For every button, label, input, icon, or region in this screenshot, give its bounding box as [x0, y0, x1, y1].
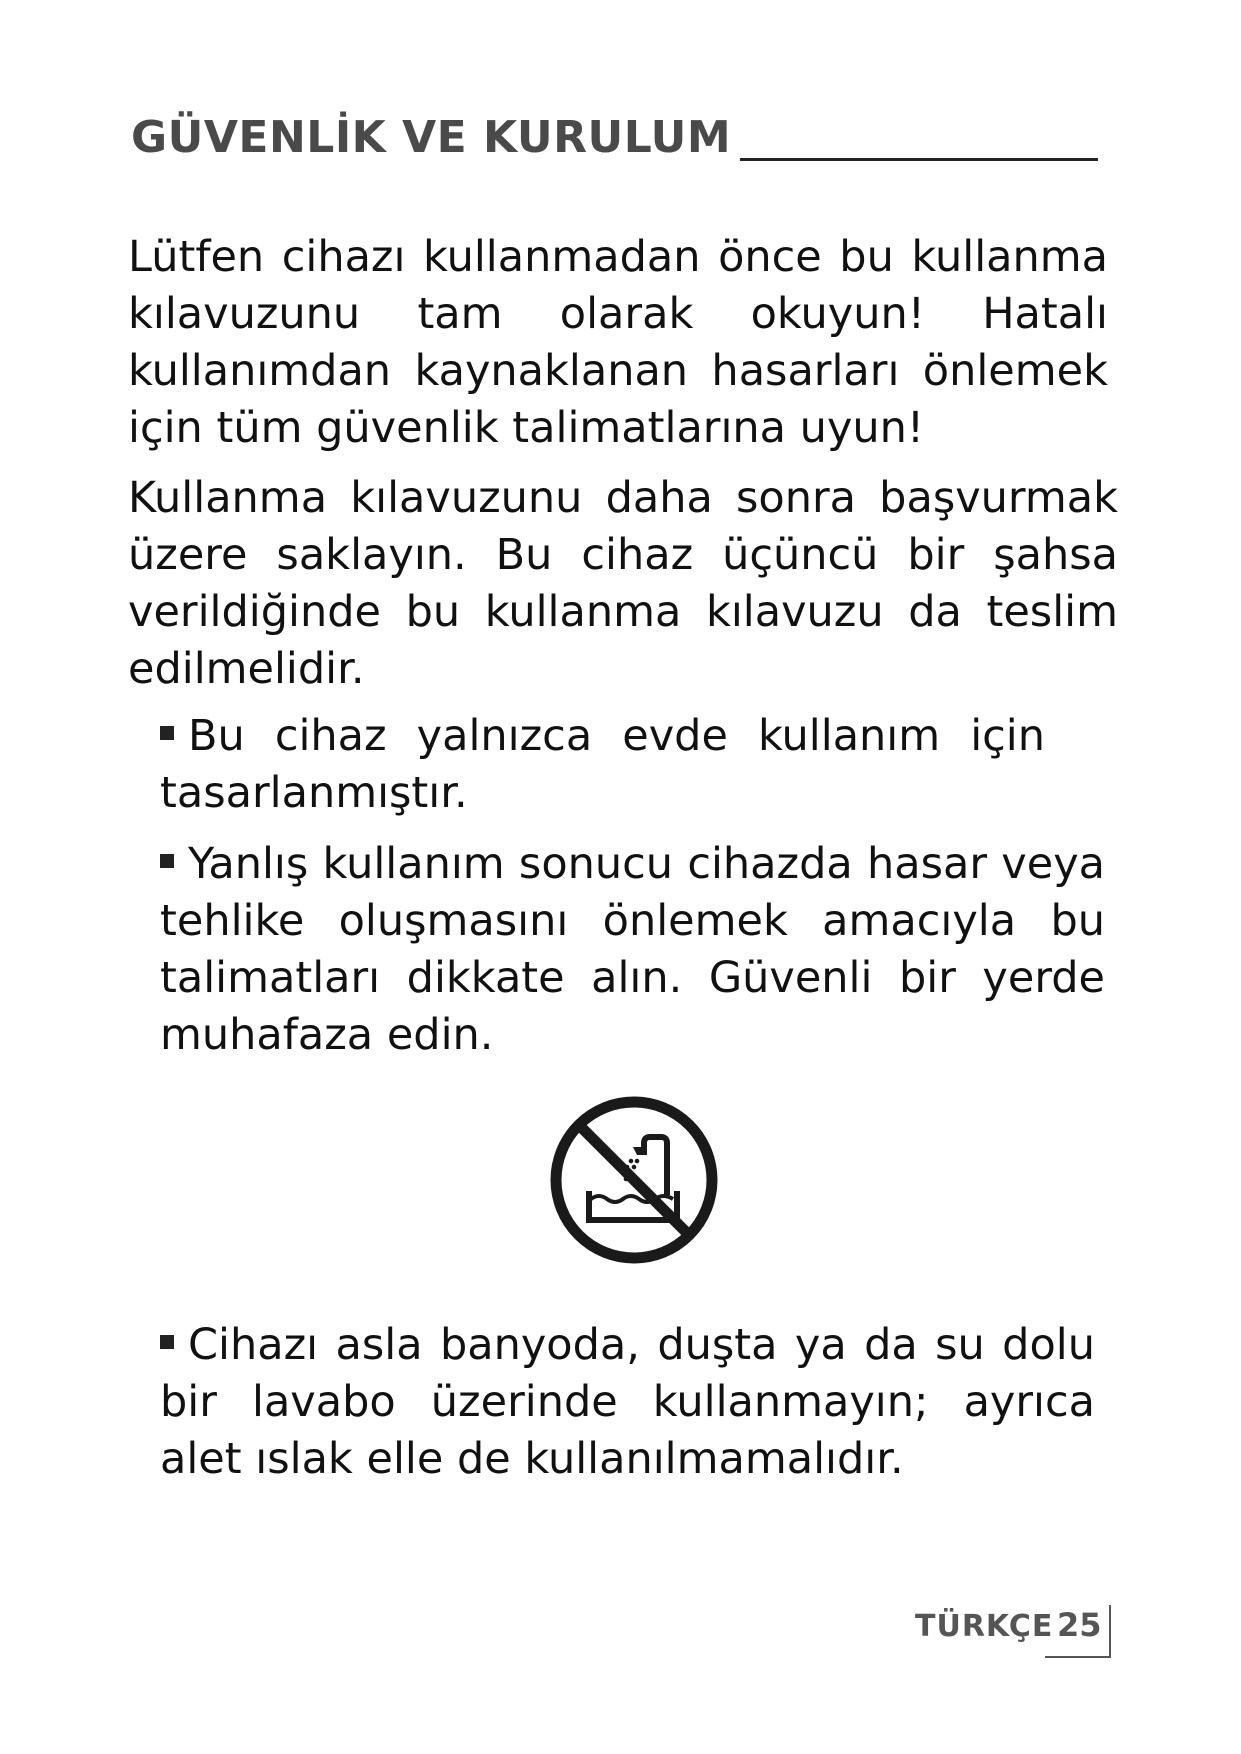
list-item-text: Cihazı asla banyoda, duşta ya da su dolu bir lavabo üzerinde kullanmayın; ayrıca alet ıslak elle de kullanılmamalıdır.: [160, 1320, 1095, 1484]
heading-rule: [740, 158, 1098, 161]
list-item-text: Bu cihaz yalnızca evde kullanım için tasarlanmıştır.: [160, 711, 1045, 818]
no-bathtub-shower-icon: [549, 1095, 719, 1265]
section-header: [131, 112, 1098, 172]
intro-paragraph: Lütfen cihazı kullanmadan önce bu kullanma kılavuzunu tam olarak okuyun! Hatalı kullanımdan kaynaklanan hasarları önlemek için tüm güvenlik talimatlarına uyun!: [128, 232, 1108, 453]
square-bullet-icon: [160, 726, 174, 740]
footer-language: TÜRKÇE: [915, 1609, 1054, 1644]
list-item-text: Yanlış kullanım sonucu cihazda hasar veya tehlike oluşmasını önlemek amacıyla bu talimatları dikkate alın. Güvenli bir yerde muhafaza edin.: [160, 839, 1105, 1060]
square-bullet-icon: [160, 1335, 174, 1349]
square-bullet-icon: [160, 854, 174, 868]
storage-paragraph: Kullanma kılavuzunu daha sonra başvurmak üzere saklayın. Bu cihaz üçüncü bir şahsa verildiğinde bu kullanma kılavuzu da teslim edilmelidir.: [128, 473, 1118, 694]
page-number: 25: [1045, 1605, 1111, 1658]
list-item: [160, 836, 1105, 1064]
section-heading: GÜVENLİK VE KURULUM: [131, 112, 732, 163]
list-item: [160, 708, 1045, 822]
list-item: [160, 1317, 1095, 1488]
